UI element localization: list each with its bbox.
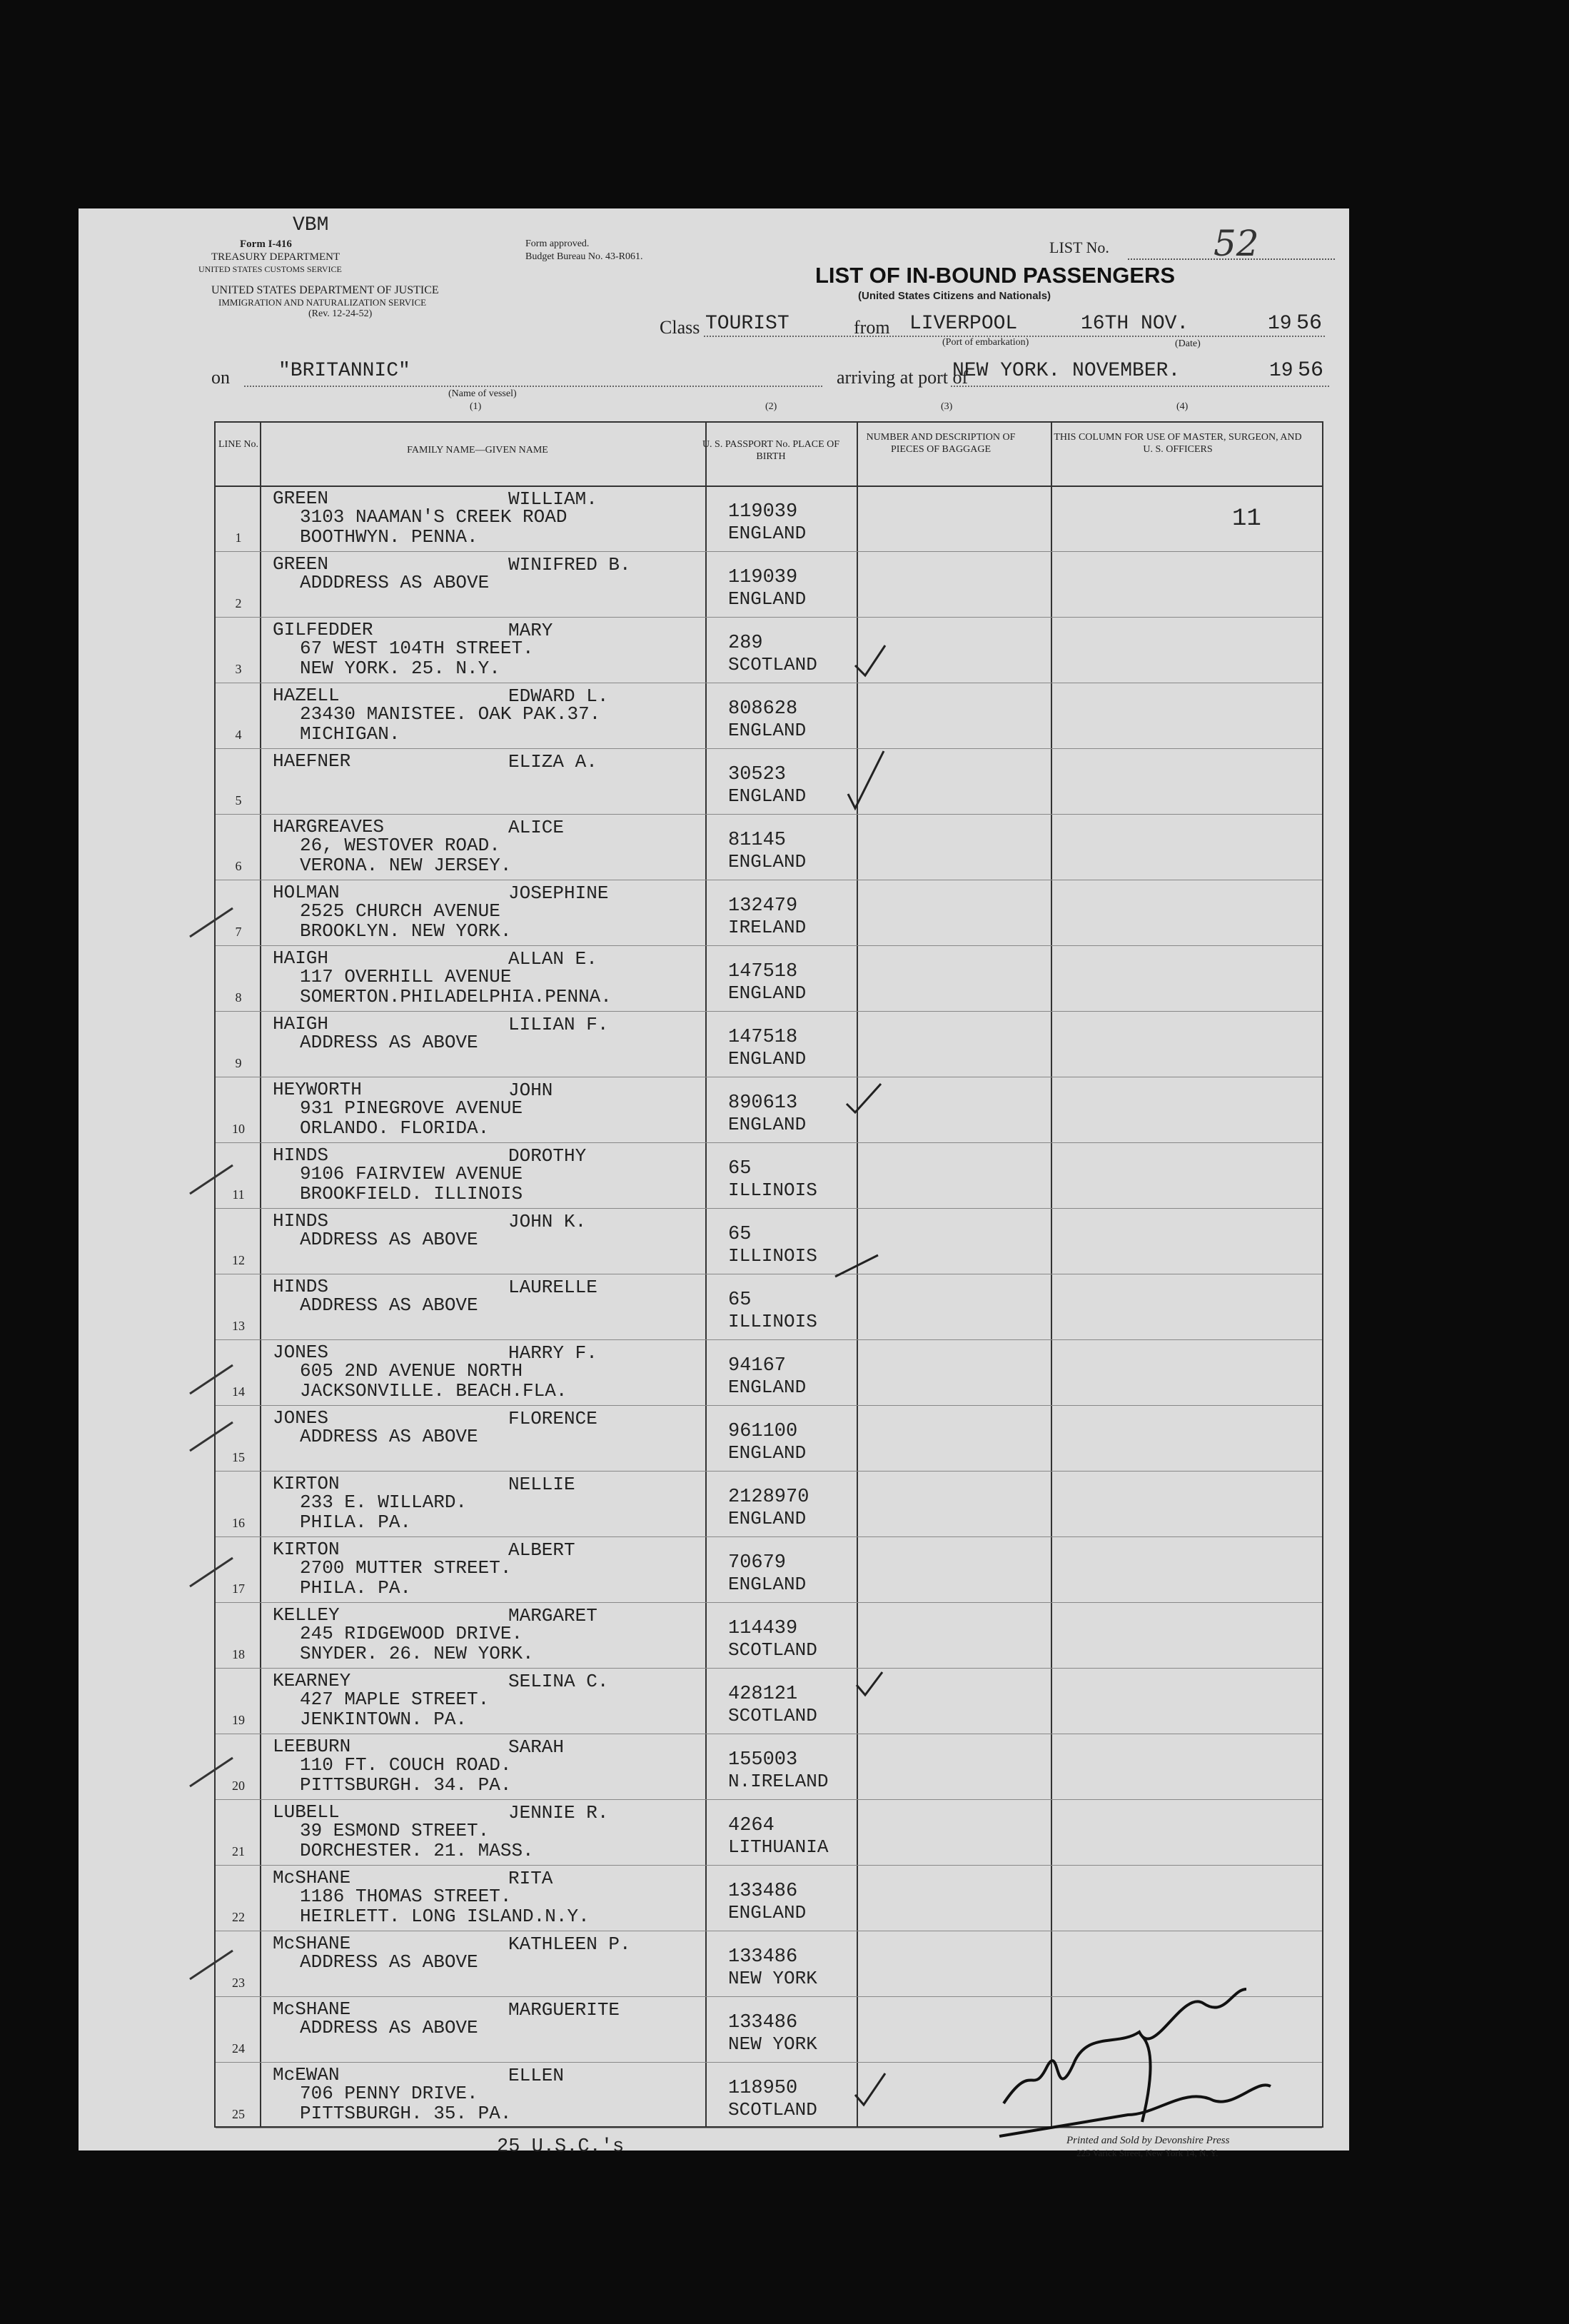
budget-bureau: Budget Bureau No. 43-R061. [525, 251, 643, 262]
given-name: ELLEN [508, 2065, 565, 2086]
address-line-2: HEIRLETT. LONG ISLAND.N.Y. [300, 1906, 590, 1927]
address-line-2: ORLANDO. FLORIDA. [300, 1117, 490, 1139]
passport-number: 890613 [728, 1092, 798, 1114]
form-number: Form I-416 [240, 238, 292, 250]
family-name: KIRTON [273, 1539, 340, 1560]
family-name: HAIGH [273, 947, 329, 969]
place-of-birth: ENGLAND [728, 1377, 807, 1398]
family-name: HEYWORTH [273, 1079, 362, 1100]
year-prefix: 19 [1268, 313, 1292, 335]
passport-number: 2128970 [728, 1487, 809, 1508]
address-line-1: 1186 THOMAS STREET. [300, 1886, 512, 1907]
line-number: 25 [232, 2107, 245, 2121]
place-of-birth: ILLINOIS [728, 1311, 817, 1332]
family-name: McEWAN [273, 2064, 340, 2086]
family-name: HAZELL [273, 685, 340, 706]
line-number: 7 [235, 925, 242, 939]
manifest-sheet [79, 208, 1349, 2158]
line-number: 20 [232, 1779, 245, 1793]
ins: IMMIGRATION AND NATURALIZATION SERVICE [218, 297, 427, 308]
address-line-2: JACKSONVILLE. BEACH.FLA. [300, 1380, 567, 1402]
given-name: WILLIAM. [508, 488, 597, 510]
place-of-birth: NEW YORK [728, 1968, 817, 1989]
passport-number: 289 [728, 633, 763, 654]
line-number: 18 [232, 1647, 245, 1661]
address-line-1: 26, WESTOVER ROAD. [300, 835, 500, 856]
form-approved: Form approved. [525, 238, 590, 249]
given-name: FLORENCE [508, 1408, 597, 1429]
year-value: 56 [1296, 311, 1323, 336]
family-name: GREEN [273, 488, 329, 509]
line-number: 5 [235, 793, 242, 808]
given-name: DOROTHY [508, 1145, 587, 1167]
given-name: KATHLEEN P. [508, 1933, 631, 1955]
passport-number: 65 [728, 1224, 752, 1245]
family-name: HINDS [273, 1145, 329, 1166]
family-name: HINDS [273, 1276, 329, 1297]
date-caption: (Date) [1175, 338, 1201, 349]
passport-number: 808628 [728, 698, 798, 720]
passport-number: 70679 [728, 1552, 787, 1574]
line-number: 16 [232, 1516, 245, 1530]
vessel-caption: (Name of vessel) [448, 388, 517, 399]
address-line-1: 706 PENNY DRIVE. [300, 2083, 478, 2104]
line-number: 22 [232, 1910, 245, 1924]
family-name: McSHANE [273, 1998, 351, 2020]
on-label: on [211, 367, 230, 388]
line-number: 2 [235, 596, 242, 610]
family-name: HARGREAVES [273, 816, 385, 837]
address-line-1: 39 ESMOND STREET. [300, 1820, 490, 1841]
stamp: VBM [293, 214, 329, 236]
family-name: HINDS [273, 1210, 329, 1232]
place-of-birth: ENGLAND [728, 1114, 807, 1135]
col1-marker: (1) [470, 401, 482, 412]
line-number: 8 [235, 990, 242, 1005]
address-line-1: 427 MAPLE STREET. [300, 1689, 490, 1710]
col-name: FAMILY NAME—GIVEN NAME [407, 445, 548, 456]
handwritten-marks [79, 208, 1349, 2151]
document-title: LIST OF IN-BOUND PASSENGERS [815, 263, 1176, 288]
address-line-1: 245 RIDGEWOOD DRIVE. [300, 1623, 523, 1644]
family-name: JONES [273, 1407, 329, 1429]
place-of-birth: ILLINOIS [728, 1245, 817, 1267]
line-number: 23 [232, 1976, 245, 1990]
passport-number: 155003 [728, 1749, 798, 1771]
given-name: EDWARD L. [508, 685, 609, 707]
family-name: GREEN [273, 553, 329, 575]
given-name: HARRY F. [508, 1342, 597, 1364]
given-name: SARAH [508, 1736, 565, 1758]
address-line-1: ADDRESS AS ABOVE [300, 1229, 478, 1250]
place-of-birth: IRELAND [728, 917, 807, 938]
passport-number: 119039 [728, 567, 798, 588]
given-name: ELIZA A. [508, 751, 597, 773]
address-line-2: VERONA. NEW JERSEY. [300, 855, 512, 876]
line-number: 9 [235, 1056, 242, 1070]
line-number: 17 [232, 1581, 245, 1596]
passport-number: 4264 [728, 1815, 775, 1836]
given-name: WINIFRED B. [508, 554, 631, 575]
line-number: 11 [232, 1187, 245, 1202]
vessel-name: "BRITANNIC" [278, 360, 410, 382]
rev: (Rev. 12-24-52) [308, 308, 373, 319]
address-line-2: BOOTHWYN. PENNA. [300, 526, 478, 548]
printer-address: 225 Varick Street, New York 14, N. Y. [1076, 2148, 1219, 2158]
passport-number: 147518 [728, 1027, 798, 1048]
family-name: JONES [273, 1342, 329, 1363]
place-of-birth: ENGLAND [728, 1574, 807, 1595]
class-label: Class [660, 317, 700, 338]
address-line-1: 67 WEST 104TH STREET. [300, 638, 534, 659]
address-line-1: 117 OVERHILL AVENUE [300, 966, 512, 987]
date-value: 16TH NOV. [1081, 313, 1189, 335]
passport-number: 118950 [728, 2078, 798, 2099]
col-passport: U. S. PASSPORT No. PLACE OF BIRTH [702, 439, 840, 462]
place-of-birth: ENGLAND [728, 523, 807, 544]
col3-marker: (3) [941, 401, 953, 412]
address-line-2: PITTSBURGH. 34. PA. [300, 1774, 512, 1796]
place-of-birth: SCOTLAND [728, 1639, 817, 1661]
passport-number: 65 [728, 1158, 752, 1179]
place-of-birth: ENGLAND [728, 785, 807, 807]
place-of-birth: ENGLAND [728, 851, 807, 872]
address-line-1: ADDRESS AS ABOVE [300, 1426, 478, 1447]
place-of-birth: ENGLAND [728, 1442, 807, 1464]
passport-number: 81145 [728, 830, 787, 851]
address-line-2: NEW YORK. 25. N.Y. [300, 658, 500, 679]
passport-number: 114439 [728, 1618, 798, 1639]
address-line-1: 2525 CHURCH AVENUE [300, 900, 500, 922]
given-name: SELINA C. [508, 1671, 609, 1692]
family-name: LEEBURN [273, 1736, 351, 1757]
address-line-2: MICHIGAN. [300, 723, 400, 745]
address-line-1: 110 FT. COUCH ROAD. [300, 1754, 512, 1776]
given-name: ALLAN E. [508, 948, 597, 970]
family-name: HOLMAN [273, 882, 340, 903]
arriving-label: arriving at port of [837, 367, 969, 388]
address-line-1: ADDDRESS AS ABOVE [300, 572, 490, 593]
address-line-1: ADDRESS AS ABOVE [300, 2017, 478, 2038]
given-name: MARGARET [508, 1605, 597, 1626]
passport-number: 147518 [728, 961, 798, 982]
address-line-2: DORCHESTER. 21. MASS. [300, 1840, 534, 1861]
family-name: HAEFNER [273, 750, 351, 772]
address-line-1: ADDRESS AS ABOVE [300, 1294, 478, 1316]
line-number: 3 [235, 662, 242, 676]
address-line-2: PHILA. PA. [300, 1511, 412, 1533]
line-number: 24 [232, 2041, 245, 2056]
given-name: JOHN K. [508, 1211, 587, 1232]
officer-note: 11 [1232, 505, 1261, 533]
stray-pen-marks [190, 908, 233, 1979]
passport-number: 961100 [728, 1421, 798, 1442]
given-name: ALBERT [508, 1539, 575, 1561]
given-name: LAURELLE [508, 1277, 597, 1298]
place-of-birth: NEW YORK [728, 2033, 817, 2055]
place-of-birth: ENGLAND [728, 982, 807, 1004]
col-line-no: LINE No. [218, 439, 258, 450]
place-of-birth: ENGLAND [728, 1508, 807, 1529]
customs-service: UNITED STATES CUSTOMS SERVICE [198, 264, 342, 274]
passport-number: 133486 [728, 2012, 798, 2033]
given-name: MARY [508, 620, 553, 641]
place-of-birth: ENGLAND [728, 588, 807, 610]
arrival-year: 56 [1298, 358, 1324, 383]
place-of-birth: SCOTLAND [728, 654, 817, 675]
address-line-1: 2700 MUTTER STREET. [300, 1557, 512, 1579]
class-value: TOURIST [705, 313, 789, 335]
given-name: JOSEPHINE [508, 882, 609, 904]
line-number: 10 [232, 1122, 245, 1136]
place-of-birth: ENGLAND [728, 720, 807, 741]
usc-stamp: 25 U.S.C.'s [497, 2136, 625, 2158]
passport-number: 94167 [728, 1355, 787, 1377]
address-line-1: 3103 NAAMAN'S CREEK ROAD [300, 506, 567, 528]
line-number: 6 [235, 859, 242, 873]
passport-number: 133486 [728, 1946, 798, 1968]
place-of-birth: LITHUANIA [728, 1836, 829, 1858]
address-line-1: 931 PINEGROVE AVENUE [300, 1097, 523, 1119]
family-name: McSHANE [273, 1933, 351, 1954]
list-label: LIST No. [1049, 238, 1109, 256]
family-name: KIRTON [273, 1473, 340, 1494]
arrival-year-prefix: 19 [1269, 360, 1293, 382]
given-name: LILIAN F. [508, 1014, 609, 1035]
family-name: HAIGH [273, 1013, 329, 1035]
arrival-port: NEW YORK. NOVEMBER. [952, 360, 1181, 382]
address-line-2: PHILA. PA. [300, 1577, 412, 1599]
col4-marker: (4) [1176, 401, 1189, 412]
address-line-2: PITTSBURGH. 35. PA. [300, 2103, 512, 2124]
address-line-1: ADDRESS AS ABOVE [300, 1032, 478, 1053]
passport-number: 119039 [728, 501, 798, 523]
place-of-birth: ENGLAND [728, 1902, 807, 1923]
given-name: NELLIE [508, 1474, 575, 1495]
place-of-birth: SCOTLAND [728, 1705, 817, 1726]
list-number: 52 [1214, 223, 1259, 264]
given-name: RITA [508, 1868, 553, 1889]
family-name: KELLEY [273, 1604, 340, 1626]
passport-number: 30523 [728, 764, 787, 785]
address-line-1: 23430 MANISTEE. OAK PAK.37. [300, 703, 601, 725]
place-of-birth: SCOTLAND [728, 2099, 817, 2121]
line-number: 21 [232, 1844, 245, 1858]
department: TREASURY DEPARTMENT [211, 251, 340, 263]
document-subtitle: (United States Citizens and Nationals) [858, 290, 1051, 302]
place-of-birth: ILLINOIS [728, 1179, 817, 1201]
printer-line: Printed and Sold by Devonshire Press [1066, 2135, 1230, 2146]
family-name: McSHANE [273, 1867, 351, 1888]
line-number: 14 [232, 1384, 245, 1399]
line-number: 4 [235, 728, 242, 742]
address-line-2: BROOKFIELD. ILLINOIS [300, 1183, 523, 1204]
col-baggage: NUMBER AND DESCRIPTION OF PIECES OF BAGGAGE [866, 432, 1016, 455]
given-name: JOHN [508, 1080, 553, 1101]
place-of-birth: N.IRELAND [728, 1771, 829, 1792]
given-name: JENNIE R. [508, 1802, 609, 1824]
line-number: 12 [232, 1253, 245, 1267]
address-line-1: 9106 FAIRVIEW AVENUE [300, 1163, 523, 1184]
address-line-2: SNYDER. 26. NEW YORK. [300, 1643, 534, 1664]
address-line-2: BROOKLYN. NEW YORK. [300, 920, 512, 942]
from-label: from [854, 317, 890, 338]
passport-number: 133486 [728, 1881, 798, 1902]
address-line-1: ADDRESS AS ABOVE [300, 1951, 478, 1973]
given-name: ALICE [508, 817, 565, 838]
family-name: KEARNEY [273, 1670, 351, 1691]
justice-dept: UNITED STATES DEPARTMENT OF JUSTICE [211, 284, 439, 296]
family-name: GILFEDDER [273, 619, 373, 640]
port-embarkation: LIVERPOOL [909, 313, 1018, 335]
address-line-2: JENKINTOWN. PA. [300, 1709, 468, 1730]
col2-marker: (2) [765, 401, 777, 412]
passport-number: 132479 [728, 895, 798, 917]
line-number: 15 [232, 1450, 245, 1464]
signature [999, 1989, 1271, 2136]
line-number: 13 [232, 1319, 245, 1333]
address-line-1: 233 E. WILLARD. [300, 1492, 468, 1513]
address-line-2: SOMERTON.PHILADELPHIA.PENNA. [300, 986, 612, 1007]
line-number: 19 [232, 1713, 245, 1727]
passport-number: 65 [728, 1289, 752, 1311]
check-marks [835, 645, 885, 2105]
address-line-1: 605 2ND AVENUE NORTH [300, 1360, 523, 1382]
port-embarkation-caption: (Port of embarkation) [942, 337, 1029, 348]
passport-number: 428121 [728, 1684, 798, 1705]
given-name: MARGUERITE [508, 1999, 620, 2021]
col-officers: THIS COLUMN FOR USE OF MASTER, SURGEON, AND U. S. OFFICERS [1054, 432, 1302, 455]
place-of-birth: ENGLAND [728, 1048, 807, 1070]
family-name: LUBELL [273, 1801, 340, 1823]
line-number: 1 [235, 530, 242, 545]
